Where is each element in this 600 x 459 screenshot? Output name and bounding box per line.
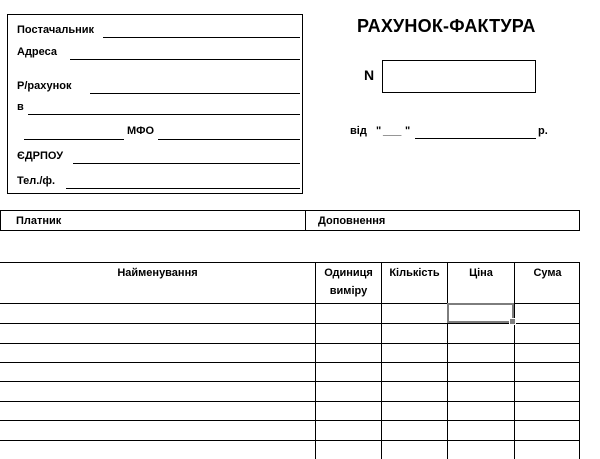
account-label: Р/рахунок (17, 80, 72, 92)
date-day-field[interactable]: ___ (383, 125, 402, 137)
date-quote-close: " (405, 125, 411, 137)
table-row[interactable] (0, 343, 579, 344)
column-header-sum: Сума (533, 267, 562, 279)
table-row[interactable] (0, 381, 579, 382)
additions-label: Доповнення (318, 215, 386, 227)
column-header-unit: Одиниця виміру (324, 267, 373, 297)
phone-label: Тел./ф. (17, 175, 56, 187)
column-header-quantity: Кількість (389, 267, 440, 279)
address-label: Адреса (17, 46, 57, 58)
date-from-label: від (350, 125, 367, 137)
number-label: N (364, 67, 375, 83)
date-year-suffix: р. (538, 125, 548, 137)
column-header-price: Ціна (469, 267, 493, 279)
bank-in-label: в (17, 101, 24, 113)
date-month-field[interactable] (415, 138, 536, 139)
bank-field[interactable] (28, 114, 300, 115)
items-table (0, 262, 580, 459)
mfo-label: МФО (127, 125, 155, 137)
table-row[interactable] (0, 401, 579, 402)
payer-strip (0, 210, 580, 231)
mfo-field[interactable] (158, 139, 300, 140)
date-quote-open: " (376, 125, 382, 137)
selected-cell[interactable] (447, 303, 514, 323)
fill-handle[interactable] (509, 318, 516, 325)
payer-label: Платник (16, 215, 62, 227)
table-row[interactable] (0, 362, 579, 363)
edrpou-label: ЄДРПОУ (17, 150, 64, 162)
account-field[interactable] (90, 93, 300, 94)
edrpou-field[interactable] (73, 163, 300, 164)
table-row[interactable] (0, 420, 579, 421)
supplier-field[interactable] (103, 37, 300, 38)
supplier-label: Постачальник (17, 24, 94, 36)
payer-divider (305, 211, 306, 230)
address-field[interactable] (70, 59, 300, 60)
column-header-name: Найменування (117, 267, 198, 279)
table-row[interactable] (0, 440, 579, 441)
col-divider (447, 263, 448, 459)
document-title: РАХУНОК-ФАКТУРА (357, 16, 536, 36)
col-divider (514, 263, 515, 459)
invoice-number-field[interactable] (382, 60, 536, 93)
table-row[interactable] (0, 323, 579, 324)
bank-name-field[interactable] (24, 139, 124, 140)
phone-field[interactable] (66, 188, 300, 189)
supplier-box (7, 14, 303, 194)
col-divider (381, 263, 382, 459)
